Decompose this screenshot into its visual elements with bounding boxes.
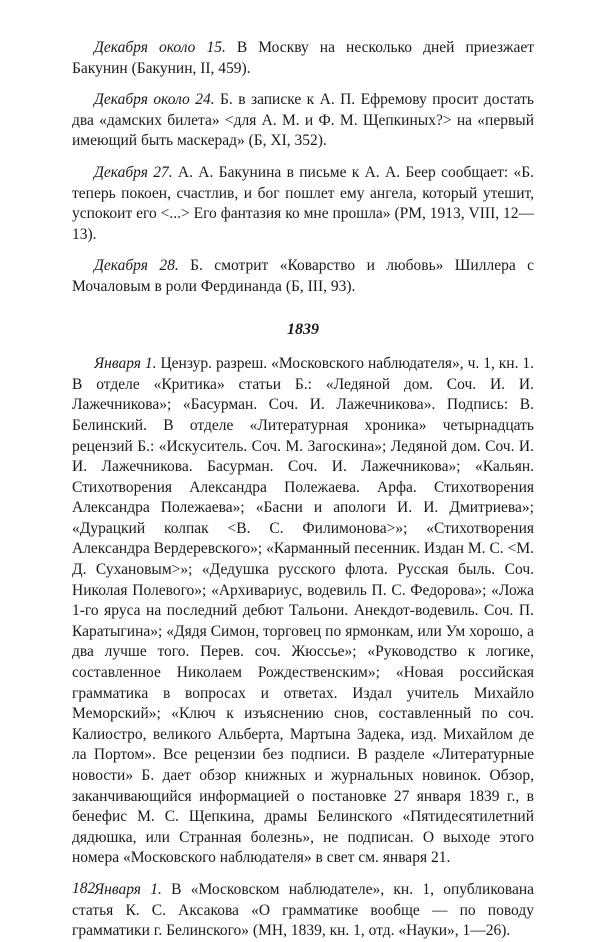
entry-text: А. А. Бакунина в письме к А. А. Беер сообщает: «Б. теперь покоен, счастлив, и бог пошлет ему ангела, который утешит, успокоит его <...> Его фантазия ко мне прошла» (РМ, 1913, VIII, 12—13). [72,163,534,243]
entry-date: Января 1. [94,880,162,898]
entry-text: Б. смотрит «Коварство и любовь» Шиллера с Мочаловым в роли Фердинанда (Б, III, 93). [72,257,535,295]
entry-date: Декабря около 24. [94,91,215,109]
entry-date: Января 1. [94,355,157,373]
year-heading: 1839 [287,320,319,338]
entry-jan-1-journal [72,354,534,869]
entry-dec-24 [72,90,534,152]
entry-date: Декабря 27. [94,163,173,181]
entry-text: В «Московском наблюдателе», кн. 1, опубликована статья К. С. Аксакова «О грамматике вообще — по поводу грамматики г. Белинского» (МН, 1839, кн. 1, отд. «Науки», 1—26). [72,880,534,940]
entry-dec-15 [72,38,534,79]
entry-dec-28 [72,256,534,297]
entry-dec-27 [72,163,534,245]
entry-jan-1-aksakov [72,880,534,942]
entry-date: Декабря 28. [94,257,179,275]
entry-text: Б. в записке к А. П. Ефремову просит достать два «дамских билета» <для А. М. и Ф. М. Щепкиных?> на «первый имеющий быть маскерад» (Б, XI, 352). [72,91,534,150]
entry-text: В Москву на несколько дней приезжает Бакунин (Бакунин, II, 459). [72,39,534,77]
entry-date: Декабря около 15. [94,39,226,56]
entry-text: Цензур. разреш. «Московского наблюдателя», ч. 1, кн. 1. В отделе «Критика» статьи Б.: «Ледяной дом. Соч. И. И. Лажечникова»; «Басурман. Соч. И. Лажечникова». Подпись: В. Белинский. В отделе «Литературная хроника» четырнадцать рецензий Б.: «Искуситель. Соч. М. Загоскина»; Ледяной дом. Соч. И. И. Лажечникова. Басурман. Соч. И. Лажечникова»; «Кальян. Стихотворения Александра Полежаева. Арфа. Стихотворения Александра Полежаева»; «Басни и апологи И. И. Дмитриева»; «Дурацкий колпак <В. С. Филимонова>»; «Стихотворения Александра Вердеревского»; «Карманный песенник. Издан М. С. <М. Д. Сухановым>»; «Дедушка русского флота. Русская быль. Соч. Николая Полевого»; «Архивариус, водевиль П. С. Федорова»; «Ложа 1-го яруса на последний дебют Тальони. Анекдот-водевиль. Соч. П. Каратыгина»; «Дядя Симон, торговец по ярмонкам, или Ум хорошо, а два лучше того. Перев. соч. Жюссье»; «Руководство к логике, составленное Николаем Рождественским»; «Новая российская грамматика в вопросах и ответах. Издал учитель Михайло Меморский»; «Ключ к изъяснению снов, составленный по соч. Калиостро, великого Альберта, Мартына Задека, изд. Михайлом де ла Портом». Все рецензии без подписи. В разделе «Литературные новости» Б. дает обзор книжных и журнальных новинок. Обзор, заканчивающийся информацией о постановке 27 января 1839 г., в бенефис М. С. Щепкина, драмы Белинского «Пятидесятилетний дядюшка, или Странная болезнь», не подписан. О выходе этого номера «Московского наблюдателя» в свет см. января 21. [72,355,535,867]
page-number: 182 [72,880,96,897]
page-body [72,38,534,942]
